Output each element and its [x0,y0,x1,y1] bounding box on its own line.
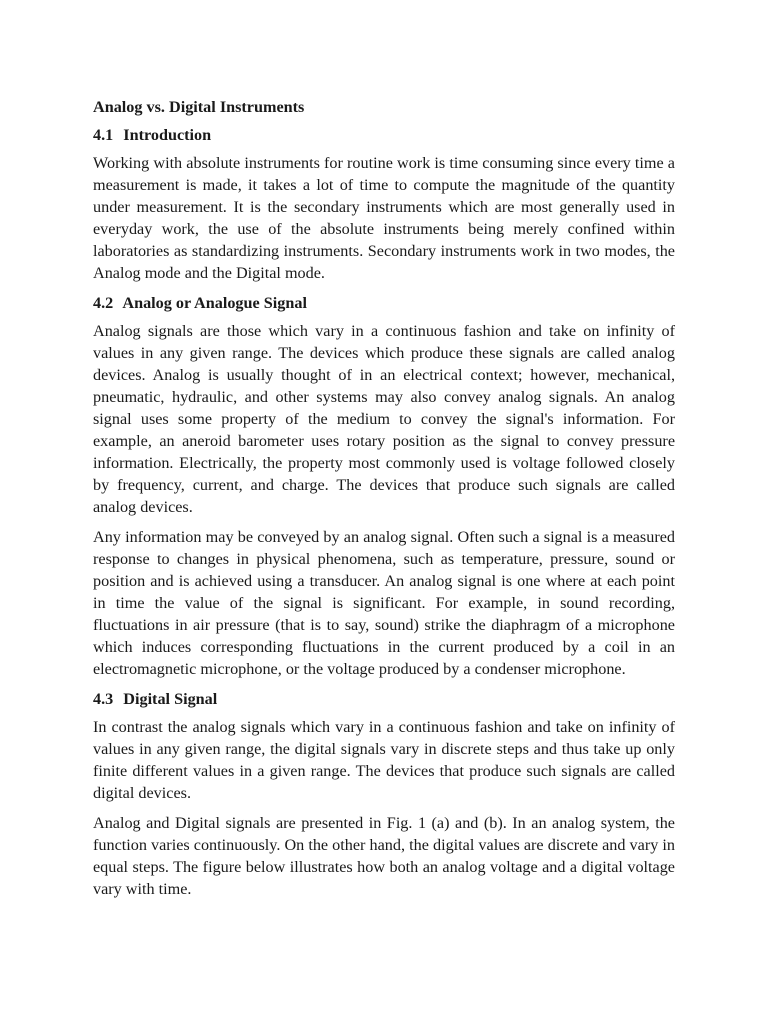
section-digital-signal [93,688,675,900]
paragraph: Analog signals are those which vary in a continuous fashion and take on infinity of values in any given range. The devices which produce these signals are called analog devices. Analog is usually thought of in an electrical context; however, mechanical, pneumatic, hydraulic, and other systems may also convey analog signals. An analog signal uses some property of the medium to convey the signal's information. For example, an aneroid barometer uses rotary position as the signal to convey pressure information. Electrically, the property most commonly used is voltage followed closely by frequency, current, and charge. The devices that produce such signals are called analog devices. [93,322,675,516]
paragraph: Any information may be conveyed by an analog signal. Often such a signal is a measured response to changes in physical phenomena, such as temperature, pressure, sound or position and is achieved using a transducer. An analog signal is one where at each point in time the value of the signal is significant. For example, in sound recording, fluctuations in air pressure (that is to say, sound) strike the diaphragm of a microphone which induces corresponding fluctuations in the current produced by a coil in an electromagnetic microphone, or the voltage produced by a condenser microphone. [93,528,675,678]
section-title: Digital Signal [123,690,218,708]
section-heading [93,292,675,314]
section-title: Analog or Analogue Signal [122,294,307,312]
paragraph: In contrast the analog signals which vary in a continuous fashion and take on infinity of values in any given range, the digital signals vary in discrete steps and thus take up only finite different values in a given range. The devices that produce such signals are called digital devices. [93,718,675,802]
section-heading [93,688,675,710]
section-number: 4.1 [93,126,114,144]
section-title: Introduction [123,126,212,144]
paragraph: Analog and Digital signals are presented in Fig. 1 (a) and (b). In an analog system, the function varies continuously. On the other hand, the digital values are discrete and vary in equal steps. The figure below illustrates how both an analog voltage and a digital voltage vary with time. [93,814,675,898]
section-introduction [93,124,675,284]
section-analog-signal [93,292,675,680]
section-heading [93,124,675,146]
document-page [93,96,675,908]
section-number: 4.3 [93,690,114,708]
section-number: 4.2 [93,294,114,312]
paragraph: Working with absolute instruments for routine work is time consuming since every time a measurement is made, it takes a lot of time to compute the magnitude of the quantity under measurement. It is the secondary instruments which are most generally used in everyday work, the use of the absolute instruments being merely confined within laboratories as standardizing instruments. Secondary instruments work in two modes, the Analog mode and the Digital mode. [93,154,675,282]
document-title: Analog vs. Digital Instruments [93,98,305,116]
